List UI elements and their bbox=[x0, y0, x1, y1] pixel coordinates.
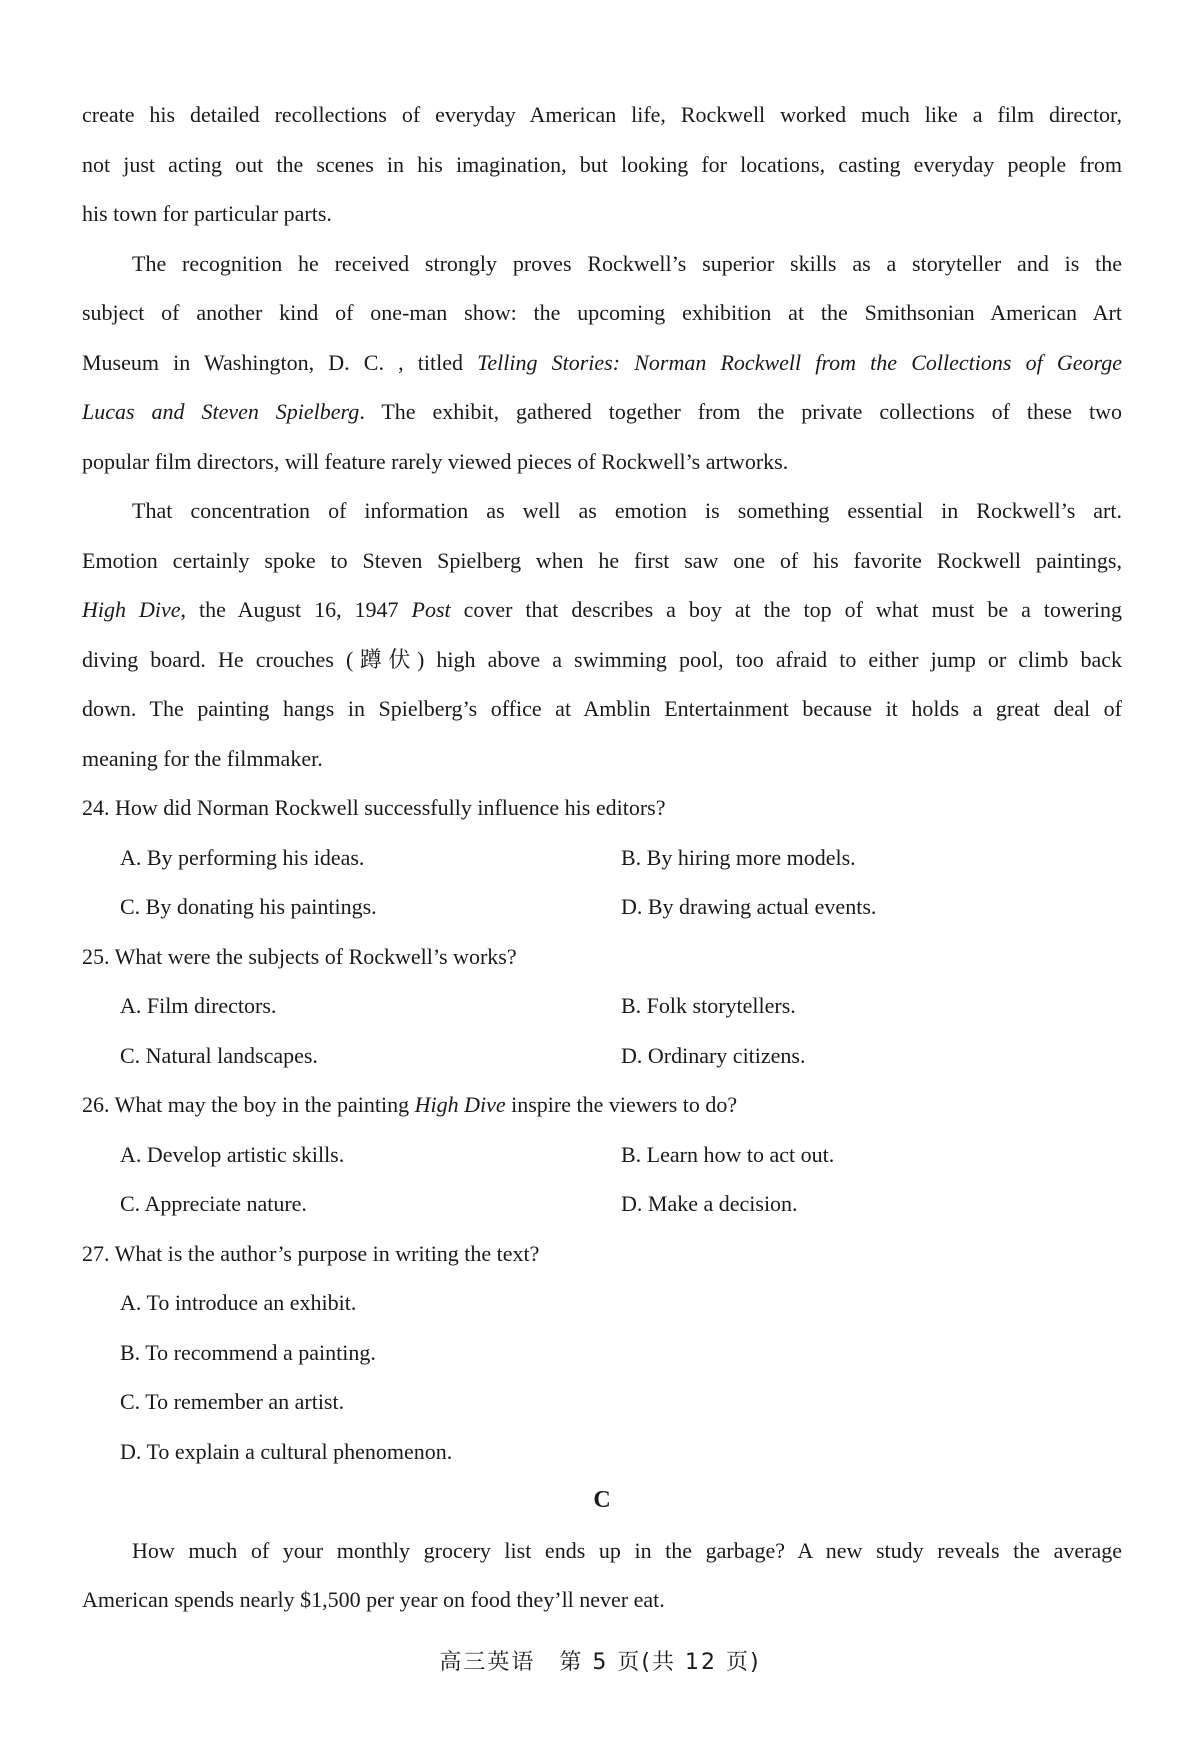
question-26-stem bbox=[82, 1080, 1122, 1130]
passage-line: The recognition he received strongly proves Rockwell’s superior skills as a storyteller and is the bbox=[132, 250, 1122, 276]
question-25-stem: 25. What were the subjects of Rockwell’s works? bbox=[82, 943, 517, 969]
text-span: inspire the viewers to do? bbox=[505, 1092, 738, 1117]
passage-line: That concentration of information as well as emotion is something essential in Rockwell’s art. bbox=[132, 498, 1122, 523]
option-b: B. Folk storytellers. bbox=[621, 993, 796, 1018]
exhibit-title: Lucas and Steven Spielberg bbox=[82, 399, 360, 424]
passage-line: his town for particular parts. bbox=[82, 201, 332, 226]
question-26-options-row-2 bbox=[82, 1179, 1122, 1229]
passage-line: create his detailed recollections of everyday American life, Rockwell worked much like a film director, bbox=[82, 102, 1122, 127]
question-25-options-row-2 bbox=[82, 1031, 1122, 1081]
passage-line bbox=[82, 338, 1122, 388]
passage-line: popular film directors, will feature rarely viewed pieces of Rockwell’s artworks. bbox=[82, 448, 789, 474]
question-24-stem: 24. How did Norman Rockwell successfully influence his editors? bbox=[82, 795, 666, 820]
passage-line bbox=[82, 585, 1122, 635]
passage-line bbox=[82, 387, 1122, 437]
option-a: A. Film directors. bbox=[120, 993, 277, 1018]
question-24-options-row-2 bbox=[82, 882, 1122, 932]
text-span: . The exhibit, gathered together from the private collections of these two bbox=[359, 399, 1122, 424]
question-24-options-row-1 bbox=[82, 833, 1122, 883]
exhibit-title: Telling Stories: Norman Rockwell from the Collections of George bbox=[477, 349, 1123, 375]
passage-line: down. The painting hangs in Spielberg’s office at Amblin Entertainment because it holds a great deal of bbox=[82, 696, 1122, 721]
option-c: C. Appreciate nature. bbox=[120, 1191, 307, 1216]
question-25-options-row-1 bbox=[82, 981, 1122, 1031]
option-b: B. To recommend a painting. bbox=[120, 1339, 376, 1365]
passage-line: diving board. He crouches (蹲伏) high above a swimming pool, too afraid to either jump or climb back bbox=[82, 646, 1122, 672]
question-26-options-row-1 bbox=[82, 1130, 1122, 1180]
option-b: B. By hiring more models. bbox=[621, 844, 856, 870]
text-span: 26. What may the boy in the painting bbox=[82, 1092, 415, 1117]
passage-line: not just acting out the scenes in his imagination, but looking for locations, casting everyday people from bbox=[82, 151, 1122, 177]
option-d: D. By drawing actual events. bbox=[621, 894, 877, 919]
option-d: D. Ordinary citizens. bbox=[621, 1042, 806, 1068]
option-c: C. By donating his paintings. bbox=[120, 894, 377, 919]
option-d: D. To explain a cultural phenomenon. bbox=[120, 1438, 453, 1464]
passage-line: Emotion certainly spoke to Steven Spielberg when he first saw one of his favorite Rockwell paintings, bbox=[82, 547, 1122, 573]
passage-line: How much of your monthly grocery list ends up in the garbage? A new study reveals the average bbox=[132, 1537, 1122, 1563]
text-span: cover that describes a boy at the top of what must be a towering bbox=[450, 597, 1122, 622]
exam-page bbox=[82, 90, 1122, 1625]
option-c: C. To remember an artist. bbox=[120, 1389, 345, 1414]
magazine-title: Post bbox=[411, 597, 451, 622]
option-a: A. To introduce an exhibit. bbox=[120, 1290, 357, 1315]
section-c-title: C bbox=[593, 1487, 611, 1513]
question-27-stem: 27. What is the author’s purpose in writing the text? bbox=[82, 1240, 540, 1266]
passage-line: American spends nearly $1,500 per year on food they’ll never eat. bbox=[82, 1587, 665, 1612]
page-footer: 高三英语 第 5 页(共 12 页) bbox=[439, 1650, 761, 1675]
option-a: A. Develop artistic skills. bbox=[120, 1141, 345, 1167]
passage-line: subject of another kind of one-man show: the upcoming exhibition at the Smithsonian American Art bbox=[82, 300, 1122, 325]
painting-title: High Dive bbox=[82, 597, 181, 622]
option-b: B. Learn how to act out. bbox=[621, 1141, 835, 1167]
text-span: , the August 16, 1947 bbox=[180, 597, 412, 622]
passage-line: meaning for the filmmaker. bbox=[82, 745, 323, 771]
option-d: D. Make a decision. bbox=[621, 1191, 798, 1216]
text-span: Museum in Washington, D. C. , titled bbox=[82, 349, 478, 375]
painting-title: High Dive bbox=[414, 1092, 506, 1117]
option-a: A. By performing his ideas. bbox=[120, 844, 365, 870]
option-c: C. Natural landscapes. bbox=[120, 1042, 318, 1068]
